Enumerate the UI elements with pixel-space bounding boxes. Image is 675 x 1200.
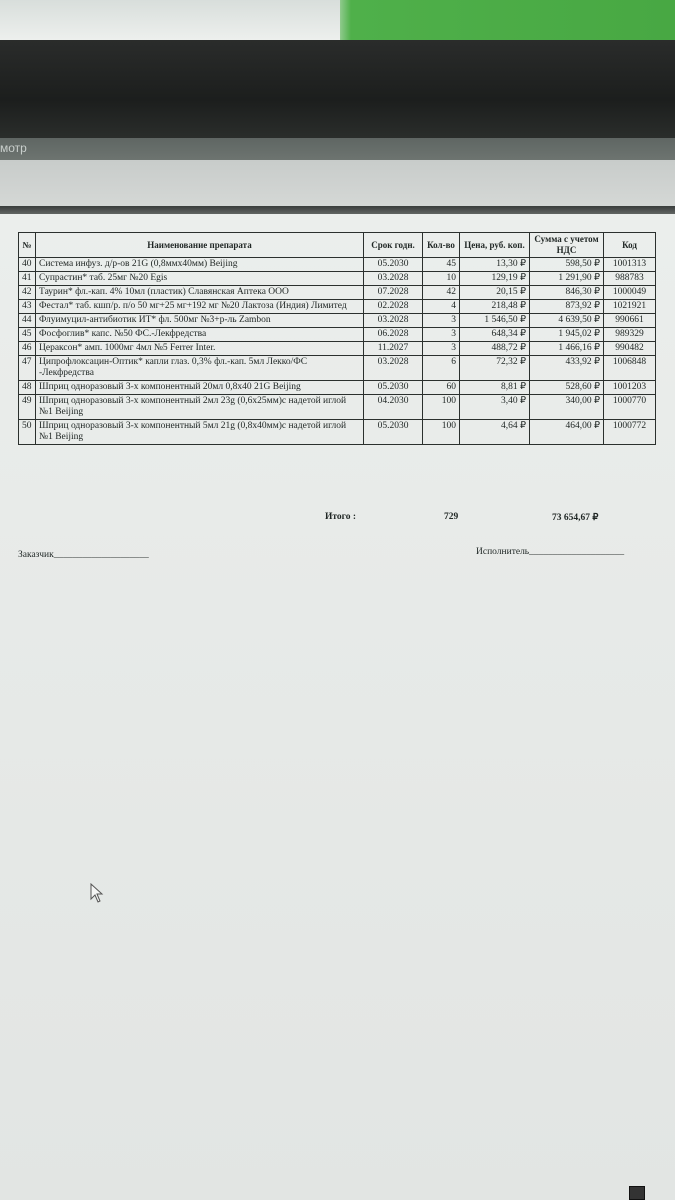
table-row — [19, 342, 656, 356]
cell-exp: 03.2028 — [364, 272, 423, 286]
cell-sum: 340,00 ₽ — [530, 395, 604, 420]
column-header: Код — [604, 233, 656, 258]
table-row — [19, 300, 656, 314]
cell-code: 1000770 — [604, 395, 656, 420]
cell-sum: 528,60 ₽ — [530, 381, 604, 395]
totals-sum: 73 654,67 ₽ — [552, 513, 599, 523]
cell-code: 1006848 — [604, 356, 656, 381]
cell-code: 1000049 — [604, 286, 656, 300]
cell-name: Ципрофлоксацин-Оптик* капли глаз. 0,3% фл.-кап. 5мл Лекко/ФС -Лекфредства — [36, 356, 364, 381]
cell-n: 44 — [19, 314, 36, 328]
viewer-title-bar — [0, 138, 675, 160]
cell-sum: 598,50 ₽ — [530, 258, 604, 272]
executor-signature-line: Исполнитель____________________ — [476, 547, 625, 557]
cell-name: Таурин* фл.-кап. 4% 10мл (пластик) Славянская Аптека ООО — [36, 286, 364, 300]
cell-price: 648,34 ₽ — [460, 328, 530, 342]
cell-n: 47 — [19, 356, 36, 381]
cell-name: Флуимуцил-антибиотик ИТ* фл. 500мг №3+р-ль Zambon — [36, 314, 364, 328]
cell-qty: 42 — [423, 286, 460, 300]
cell-n: 50 — [19, 420, 36, 445]
cell-name: Шприц одноразовый 3-х компонентный 5мл 21g (0,8х40мм)с надетой иглой №1 Beijing — [36, 420, 364, 445]
cell-price: 488,72 ₽ — [460, 342, 530, 356]
cell-name: Фосфоглив* капс. №50 ФС.-Лекфредства — [36, 328, 364, 342]
table-row — [19, 314, 656, 328]
table-row — [19, 258, 656, 272]
cell-sum: 4 639,50 ₽ — [530, 314, 604, 328]
cell-n: 45 — [19, 328, 36, 342]
viewer-toolbar — [0, 160, 675, 208]
cell-code: 989329 — [604, 328, 656, 342]
cell-code: 1000772 — [604, 420, 656, 445]
cell-code: 988783 — [604, 272, 656, 286]
cell-exp: 05.2030 — [364, 420, 423, 445]
cell-qty: 100 — [423, 395, 460, 420]
table-row — [19, 286, 656, 300]
cell-price: 8,81 ₽ — [460, 381, 530, 395]
cell-qty: 10 — [423, 272, 460, 286]
cell-code: 1021921 — [604, 300, 656, 314]
cell-name: Фестал* таб. кшп/р. п/о 50 мг+25 мг+192 мг №20 Лактоза (Индия) Лимитед — [36, 300, 364, 314]
cell-code: 1001203 — [604, 381, 656, 395]
cell-exp: 03.2028 — [364, 356, 423, 381]
cell-price: 13,30 ₽ — [460, 258, 530, 272]
table-row — [19, 395, 656, 420]
cell-qty: 45 — [423, 258, 460, 272]
cell-price: 20,15 ₽ — [460, 286, 530, 300]
cell-qty: 4 — [423, 300, 460, 314]
cell-qty: 3 — [423, 314, 460, 328]
cell-qty: 100 — [423, 420, 460, 445]
column-header: № — [19, 233, 36, 258]
column-header: Кол-во — [423, 233, 460, 258]
cell-name: Шприц одноразовый 3-х компонентный 20мл 0,8х40 21G Beijing — [36, 381, 364, 395]
cell-code: 990482 — [604, 342, 656, 356]
cell-exp: 06.2028 — [364, 328, 423, 342]
cell-sum: 1 945,02 ₽ — [530, 328, 604, 342]
cell-sum: 464,00 ₽ — [530, 420, 604, 445]
cell-qty: 3 — [423, 342, 460, 356]
cell-name: Супрастин* таб. 25мг №20 Egis — [36, 272, 364, 286]
monitor-bezel — [0, 40, 675, 140]
cell-code: 990661 — [604, 314, 656, 328]
column-header: Срок годн. — [364, 233, 423, 258]
cell-name: Цераксон* амп. 1000мг 4мл №5 Ferrer Inter. — [36, 342, 364, 356]
cell-price: 3,40 ₽ — [460, 395, 530, 420]
cell-name: Шприц одноразовый 3-х компонентный 2мл 23g (0,6х25мм)с надетой иглой №1 Beijing — [36, 395, 364, 420]
cell-n: 40 — [19, 258, 36, 272]
cell-sum: 1 466,16 ₽ — [530, 342, 604, 356]
cell-exp: 02.2028 — [364, 300, 423, 314]
cell-n: 46 — [19, 342, 36, 356]
cell-n: 43 — [19, 300, 36, 314]
cell-price: 129,19 ₽ — [460, 272, 530, 286]
column-header: Цена, руб. коп. — [460, 233, 530, 258]
table-row — [19, 381, 656, 395]
cell-sum: 1 291,90 ₽ — [530, 272, 604, 286]
viewer-title: мотр — [0, 141, 27, 155]
table-row — [19, 420, 656, 445]
cell-exp: 03.2028 — [364, 314, 423, 328]
totals-qty: 729 — [444, 512, 459, 522]
cell-name: Система инфуз. д/р-ов 21G (0,8ммх40мм) Beijing — [36, 258, 364, 272]
cell-exp: 05.2030 — [364, 381, 423, 395]
cell-sum: 433,92 ₽ — [530, 356, 604, 381]
cell-n: 48 — [19, 381, 36, 395]
invoice-table — [18, 232, 656, 445]
table-header-row — [19, 233, 656, 258]
cell-sum: 873,92 ₽ — [530, 300, 604, 314]
column-header: Сумма с учетом НДС — [530, 233, 604, 258]
cell-sum: 846,30 ₽ — [530, 286, 604, 300]
cell-price: 4,64 ₽ — [460, 420, 530, 445]
mouse-cursor-icon — [90, 883, 104, 908]
column-header: Наименование препарата — [36, 233, 364, 258]
cell-price: 218,48 ₽ — [460, 300, 530, 314]
cell-price: 1 546,50 ₽ — [460, 314, 530, 328]
cell-n: 41 — [19, 272, 36, 286]
customer-signature-line: Заказчик____________________ — [18, 550, 149, 560]
cell-exp: 04.2030 — [364, 395, 423, 420]
table-row — [19, 356, 656, 381]
cell-n: 42 — [19, 286, 36, 300]
cell-price: 72,32 ₽ — [460, 356, 530, 381]
cell-exp: 05.2030 — [364, 258, 423, 272]
cell-n: 49 — [19, 395, 36, 420]
cell-qty: 6 — [423, 356, 460, 381]
cell-exp: 07.2028 — [364, 286, 423, 300]
table-row — [19, 328, 656, 342]
totals-label: Итого : — [325, 512, 357, 522]
cell-qty: 3 — [423, 328, 460, 342]
cell-exp: 11.2027 — [364, 342, 423, 356]
taskbar-icon[interactable] — [629, 1186, 645, 1200]
cell-qty: 60 — [423, 381, 460, 395]
cell-code: 1001313 — [604, 258, 656, 272]
table-body — [19, 258, 656, 445]
table-row — [19, 272, 656, 286]
